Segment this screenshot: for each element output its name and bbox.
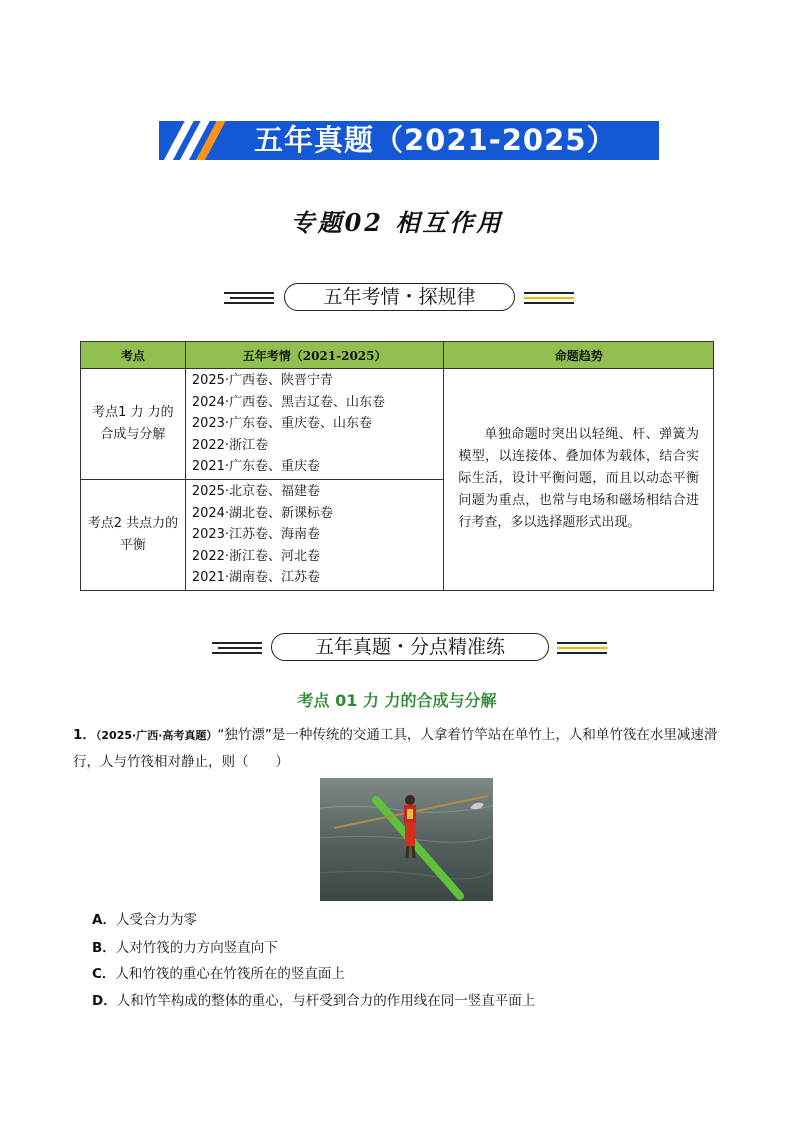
banner-title: 五年真题（2021-2025） [254, 123, 617, 157]
question-1 [73, 722, 725, 776]
table-header: 考点 [81, 342, 186, 369]
exam-point: 考点1 力 力的合成与分解 [81, 369, 186, 480]
year-item: 2023·江苏卷、海南卷 [191, 527, 321, 543]
option-a [92, 910, 197, 930]
year-item: 2025·北京卷、福建卷 [191, 483, 321, 499]
option-label: B． [92, 940, 116, 956]
table-header: 命题趋势 [444, 342, 714, 369]
title-banner [159, 121, 659, 160]
year-item: 2021·广东卷、重庆卷 [191, 459, 321, 475]
section-header-trends [0, 283, 794, 313]
exam-point: 考点2 共点力的平衡 [81, 479, 186, 590]
exam-trend-table [80, 341, 714, 591]
question-source: （2025·广西·高考真题） [95, 729, 218, 742]
year-item: 2022·浙江卷 [191, 437, 269, 453]
header-rule-right [557, 642, 607, 656]
option-label: D． [92, 993, 117, 1009]
option-text: 人和竹竿构成的整体的重心，与杆受到合力的作用线在同一竖直平面上 [116, 993, 536, 1009]
option-label: C． [92, 966, 116, 982]
section-label: 五年考情・探规律 [284, 283, 515, 311]
year-item: 2022·浙江卷、河北卷 [191, 548, 321, 564]
trend-text: 单独命题时突出以轻绳、杆、弹簧为模型，以连接体、叠加体为载体，结合实际生活，设计平衡问题，而且以动态平衡问题为重点，也常与电场和磁场相结合进行考查，多以选择题形式出现。 [444, 369, 714, 591]
header-rule-left [212, 642, 262, 656]
option-text: 人和竹筏的重心在竹筏所在的竖直面上 [115, 966, 345, 982]
section-header-practice [0, 633, 794, 663]
option-label: A． [92, 912, 116, 928]
bamboo-rafting-photo [320, 778, 493, 901]
exam-point-heading: 考点 01 力 力的合成与分解 [297, 691, 497, 710]
year-item: 2025·广西卷、陕晋宁青 [191, 373, 334, 388]
year-list [185, 369, 444, 480]
option-c [92, 964, 345, 984]
option-d [92, 991, 535, 1011]
year-item: 2021·湖南卷、江苏卷 [191, 570, 321, 586]
year-item: 2024·广西卷、黑吉辽卷、山东卷 [191, 394, 386, 410]
question-stem: “独竹漂”是一种传统的交通工具，人拿着竹竿站在单竹上，人和单竹筏在水里减速滑行，人与竹筏相对静止，则（ ） [73, 727, 718, 770]
header-rule-left [224, 292, 274, 306]
option-b [92, 938, 278, 958]
topic-title: 专题02 相互作用 [290, 208, 504, 237]
header-rule-right [524, 292, 574, 306]
year-item: 2024·湖北卷、新课标卷 [191, 505, 334, 521]
year-list [185, 479, 444, 590]
option-text: 人受合力为零 [115, 912, 197, 928]
section-label: 五年真题・分点精准练 [271, 633, 549, 661]
table-row [81, 369, 714, 480]
question-number: 1． [73, 727, 96, 743]
option-text: 人对竹筏的力方向竖直向下 [115, 940, 278, 956]
year-item: 2023·广东卷、重庆卷、山东卷 [191, 416, 373, 432]
table-header: 五年考情（2021-2025） [185, 342, 444, 369]
